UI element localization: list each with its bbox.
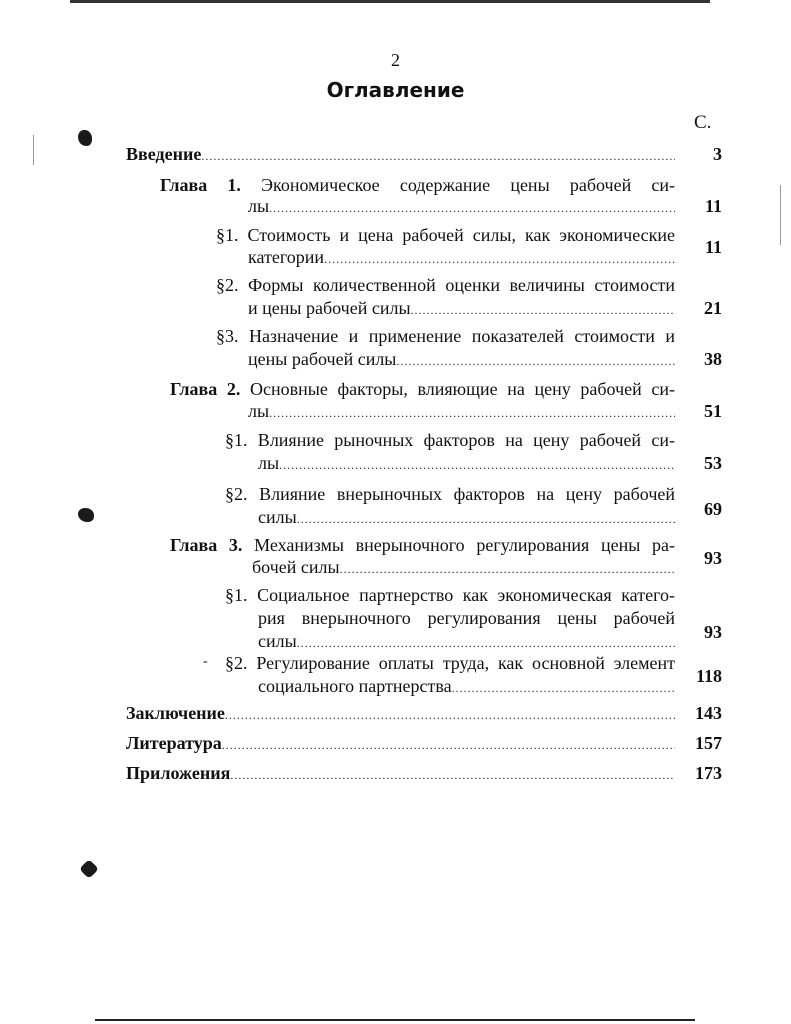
section-title-cont: силы xyxy=(258,631,297,651)
section-title-cont: категории xyxy=(248,247,325,267)
section-title: §1. Влияние рыночных факторов на цену рабочей си- xyxy=(225,430,675,450)
toc-label: Приложения xyxy=(126,763,231,783)
toc-page: 118 xyxy=(695,666,722,686)
ink-blot xyxy=(78,508,94,522)
toc-page: 21 xyxy=(704,298,722,318)
chapter-title: Механизмы внерыночного регулирования цены ра- xyxy=(254,535,676,555)
chapter-title-cont: лы xyxy=(248,401,270,421)
section-title: §1. Социальное партнерство как экономическая катего- xyxy=(225,585,675,605)
toc-page: 93 xyxy=(704,622,722,642)
scan-edge-right xyxy=(780,185,781,245)
toc-label: Заключение xyxy=(126,703,225,723)
page-number: 2 xyxy=(391,50,400,70)
chapter-title-cont: бочей силы xyxy=(252,557,340,577)
toc-page: 93 xyxy=(704,548,722,568)
section-title-cont: социального партнерства xyxy=(258,676,452,696)
page-column-label: С. xyxy=(694,112,712,133)
toc-page: 51 xyxy=(704,401,722,421)
section-title: §2. Формы количественной оценки величины стоимости xyxy=(216,275,675,295)
toc-page: 53 xyxy=(704,453,722,473)
toc-page: 69 xyxy=(704,499,722,519)
chapter-title-cont: лы xyxy=(248,196,270,216)
toc-page: 157 xyxy=(695,733,722,753)
toc-page: 11 xyxy=(704,237,722,257)
scan-edge-bottom xyxy=(95,1019,695,1021)
section-title-cont: и цены рабочей силы xyxy=(248,298,411,318)
chapter-label: Глава 2. xyxy=(170,379,241,399)
toc-page: 173 xyxy=(695,763,722,783)
section-title: §2. Влияние внерыночных факторов на цену рабочей xyxy=(225,484,675,504)
toc-label: Введение xyxy=(126,144,202,164)
section-title: §2. Регулирование оплаты труда, как основной элемент xyxy=(225,653,675,673)
toc-page: 143 xyxy=(695,703,722,723)
chapter-title: Экономическое содержание цены рабочей си- xyxy=(261,175,675,195)
ink-blot xyxy=(78,130,92,146)
section-title-cont: лы xyxy=(258,453,280,473)
chapter-title: Основные факторы, влияющие на цену рабочей си- xyxy=(250,379,676,399)
toc-page: 3 xyxy=(713,144,722,164)
section-title-cont: цены рабочей силы xyxy=(248,349,397,369)
toc-label: Литература xyxy=(126,733,222,753)
page-title: Оглавление xyxy=(326,78,465,102)
section-title: §1. Стоимость и цена рабочей силы, как экономические xyxy=(216,225,675,245)
toc-page: 38 xyxy=(704,349,722,369)
chapter-label: Глава 3. xyxy=(170,535,243,555)
ink-blot xyxy=(79,859,99,879)
toc-page: 11 xyxy=(704,196,722,216)
section-title: §3. Назначение и применение показателей стоимости и xyxy=(216,326,675,346)
section-title-cont: рия внерыночного регулирования цены рабочей xyxy=(258,608,675,628)
chapter-label: Глава 1. xyxy=(160,175,241,195)
section-title-cont: силы xyxy=(258,507,297,527)
pen-mark: - xyxy=(203,654,208,669)
scan-edge-left xyxy=(33,135,34,165)
scan-edge-top xyxy=(70,0,710,3)
